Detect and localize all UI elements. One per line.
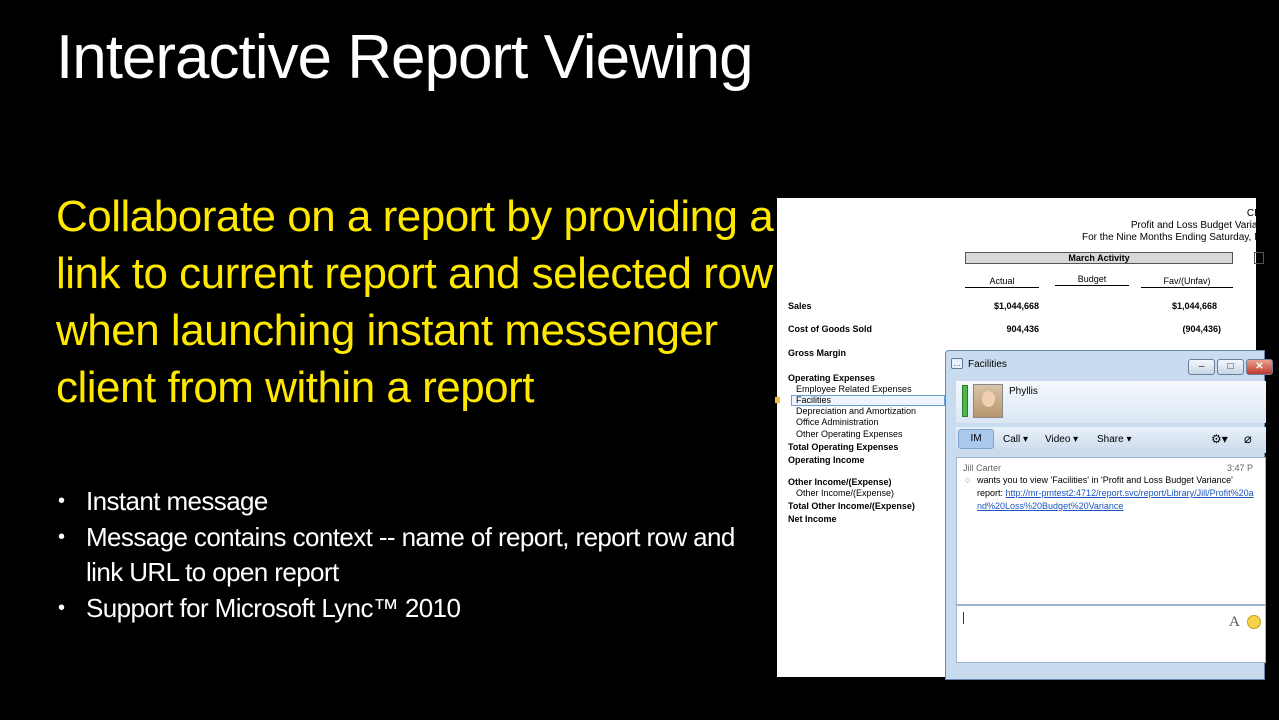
- font-icon[interactable]: A: [1229, 614, 1240, 630]
- column-group-header: March Activity: [965, 252, 1233, 264]
- report-screenshot: [777, 198, 1268, 677]
- attachment-icon[interactable]: ⌀: [1244, 431, 1252, 446]
- close-button[interactable]: ✕: [1246, 359, 1273, 375]
- column-header-actual: Actual: [965, 276, 1039, 288]
- row-label[interactable]: Depreciation and Amortization: [796, 406, 917, 416]
- row-label-selected[interactable]: Facilities: [796, 395, 832, 405]
- minimize-button[interactable]: –: [1188, 359, 1215, 375]
- maximize-button[interactable]: □: [1217, 359, 1244, 375]
- bullet-text: Instant message: [86, 486, 268, 516]
- contact-name[interactable]: Phyllis: [1009, 386, 1038, 397]
- message-input[interactable]: [956, 605, 1266, 663]
- text-caret: [963, 612, 964, 624]
- contact-bar: [956, 381, 1266, 423]
- message-body: [965, 474, 1257, 513]
- row-label[interactable]: Sales: [788, 301, 812, 311]
- people-options-icon[interactable]: ⚙▾: [1211, 432, 1228, 446]
- contact-avatar[interactable]: [973, 384, 1003, 418]
- call-button[interactable]: Call ▾: [1003, 434, 1029, 445]
- message-bullet-icon: ○: [965, 475, 971, 485]
- im-window: [945, 350, 1265, 680]
- row-label[interactable]: Net Income: [788, 514, 837, 524]
- row-value-fav: $1,044,668: [1171, 301, 1217, 311]
- slide-title: Interactive Report Viewing: [56, 23, 753, 92]
- row-label[interactable]: Other Operating Expenses: [796, 429, 903, 439]
- row-label[interactable]: Other Income/(Expense): [796, 488, 895, 498]
- row-action-icon[interactable]: [775, 397, 780, 403]
- bullet-text: Support for Microsoft Lync™ 2010: [86, 593, 461, 623]
- row-label[interactable]: Total Operating Expenses: [788, 442, 899, 452]
- bullet-item: [56, 520, 756, 590]
- row-value-actual: $1,044,668: [993, 301, 1039, 311]
- emoticon-icon[interactable]: [1247, 615, 1261, 629]
- message-sender: Jill Carter: [963, 463, 1002, 473]
- row-label[interactable]: Total Other Income/(Expense): [788, 501, 915, 511]
- column-header-fav: Fav/(Unfav): [1141, 276, 1233, 288]
- row-label[interactable]: Operating Income: [788, 455, 865, 465]
- chat-bubble-icon: …: [953, 359, 961, 368]
- row-label[interactable]: Cost of Goods Sold: [788, 324, 872, 334]
- conversation-pane: [956, 457, 1266, 605]
- row-value-actual: 904,436: [1006, 324, 1039, 334]
- video-button[interactable]: Video ▾: [1045, 434, 1079, 445]
- presence-indicator-icon: [962, 385, 968, 417]
- message-time: 3:47 P: [1227, 463, 1254, 473]
- bullet-dot-icon: •: [58, 597, 65, 619]
- report-period: For the Nine Months Ending Saturday, Ma: [1081, 232, 1268, 243]
- bullet-item: [56, 484, 756, 519]
- lead-text: Collaborate on a report by providing a link to current report and selected row when launching instant messenger client from within a report: [56, 192, 774, 412]
- column-group-header-next: [1254, 252, 1264, 264]
- column-header-budget: Budget: [1055, 274, 1129, 286]
- report-company: CEU: [1246, 208, 1268, 219]
- bullet-dot-icon: •: [58, 490, 65, 512]
- report-title: Profit and Loss Budget Varianc: [1130, 220, 1268, 231]
- row-label[interactable]: Operating Expenses: [788, 373, 876, 383]
- im-window-title: Facilities: [968, 359, 1007, 370]
- row-label[interactable]: Office Administration: [796, 417, 879, 427]
- share-button[interactable]: Share ▾: [1097, 434, 1132, 445]
- row-label[interactable]: Other Income/(Expense): [788, 477, 892, 487]
- report-link[interactable]: http://mr-pmtest2:4712/report.svc/report/Library/Jill/Profit%20and%20Loss%20Budget%20Variance: [977, 488, 1254, 511]
- bullet-item: [56, 591, 756, 626]
- bullet-dot-icon: •: [58, 526, 65, 548]
- bullet-list: [56, 484, 756, 627]
- row-label[interactable]: Gross Margin: [788, 348, 847, 358]
- im-toolbar: [956, 427, 1266, 453]
- tab-im[interactable]: IM: [958, 429, 994, 449]
- message-text: wants you to view 'Facilities' in 'Profit and Loss Budget Variance' report:: [977, 475, 1233, 498]
- bullet-text: Message contains context -- name of report, report row and link URL to open report: [86, 522, 735, 587]
- row-label[interactable]: Employee Related Expenses: [796, 384, 912, 394]
- report-header: [1082, 208, 1268, 244]
- row-value-fav: (904,436): [1182, 324, 1221, 334]
